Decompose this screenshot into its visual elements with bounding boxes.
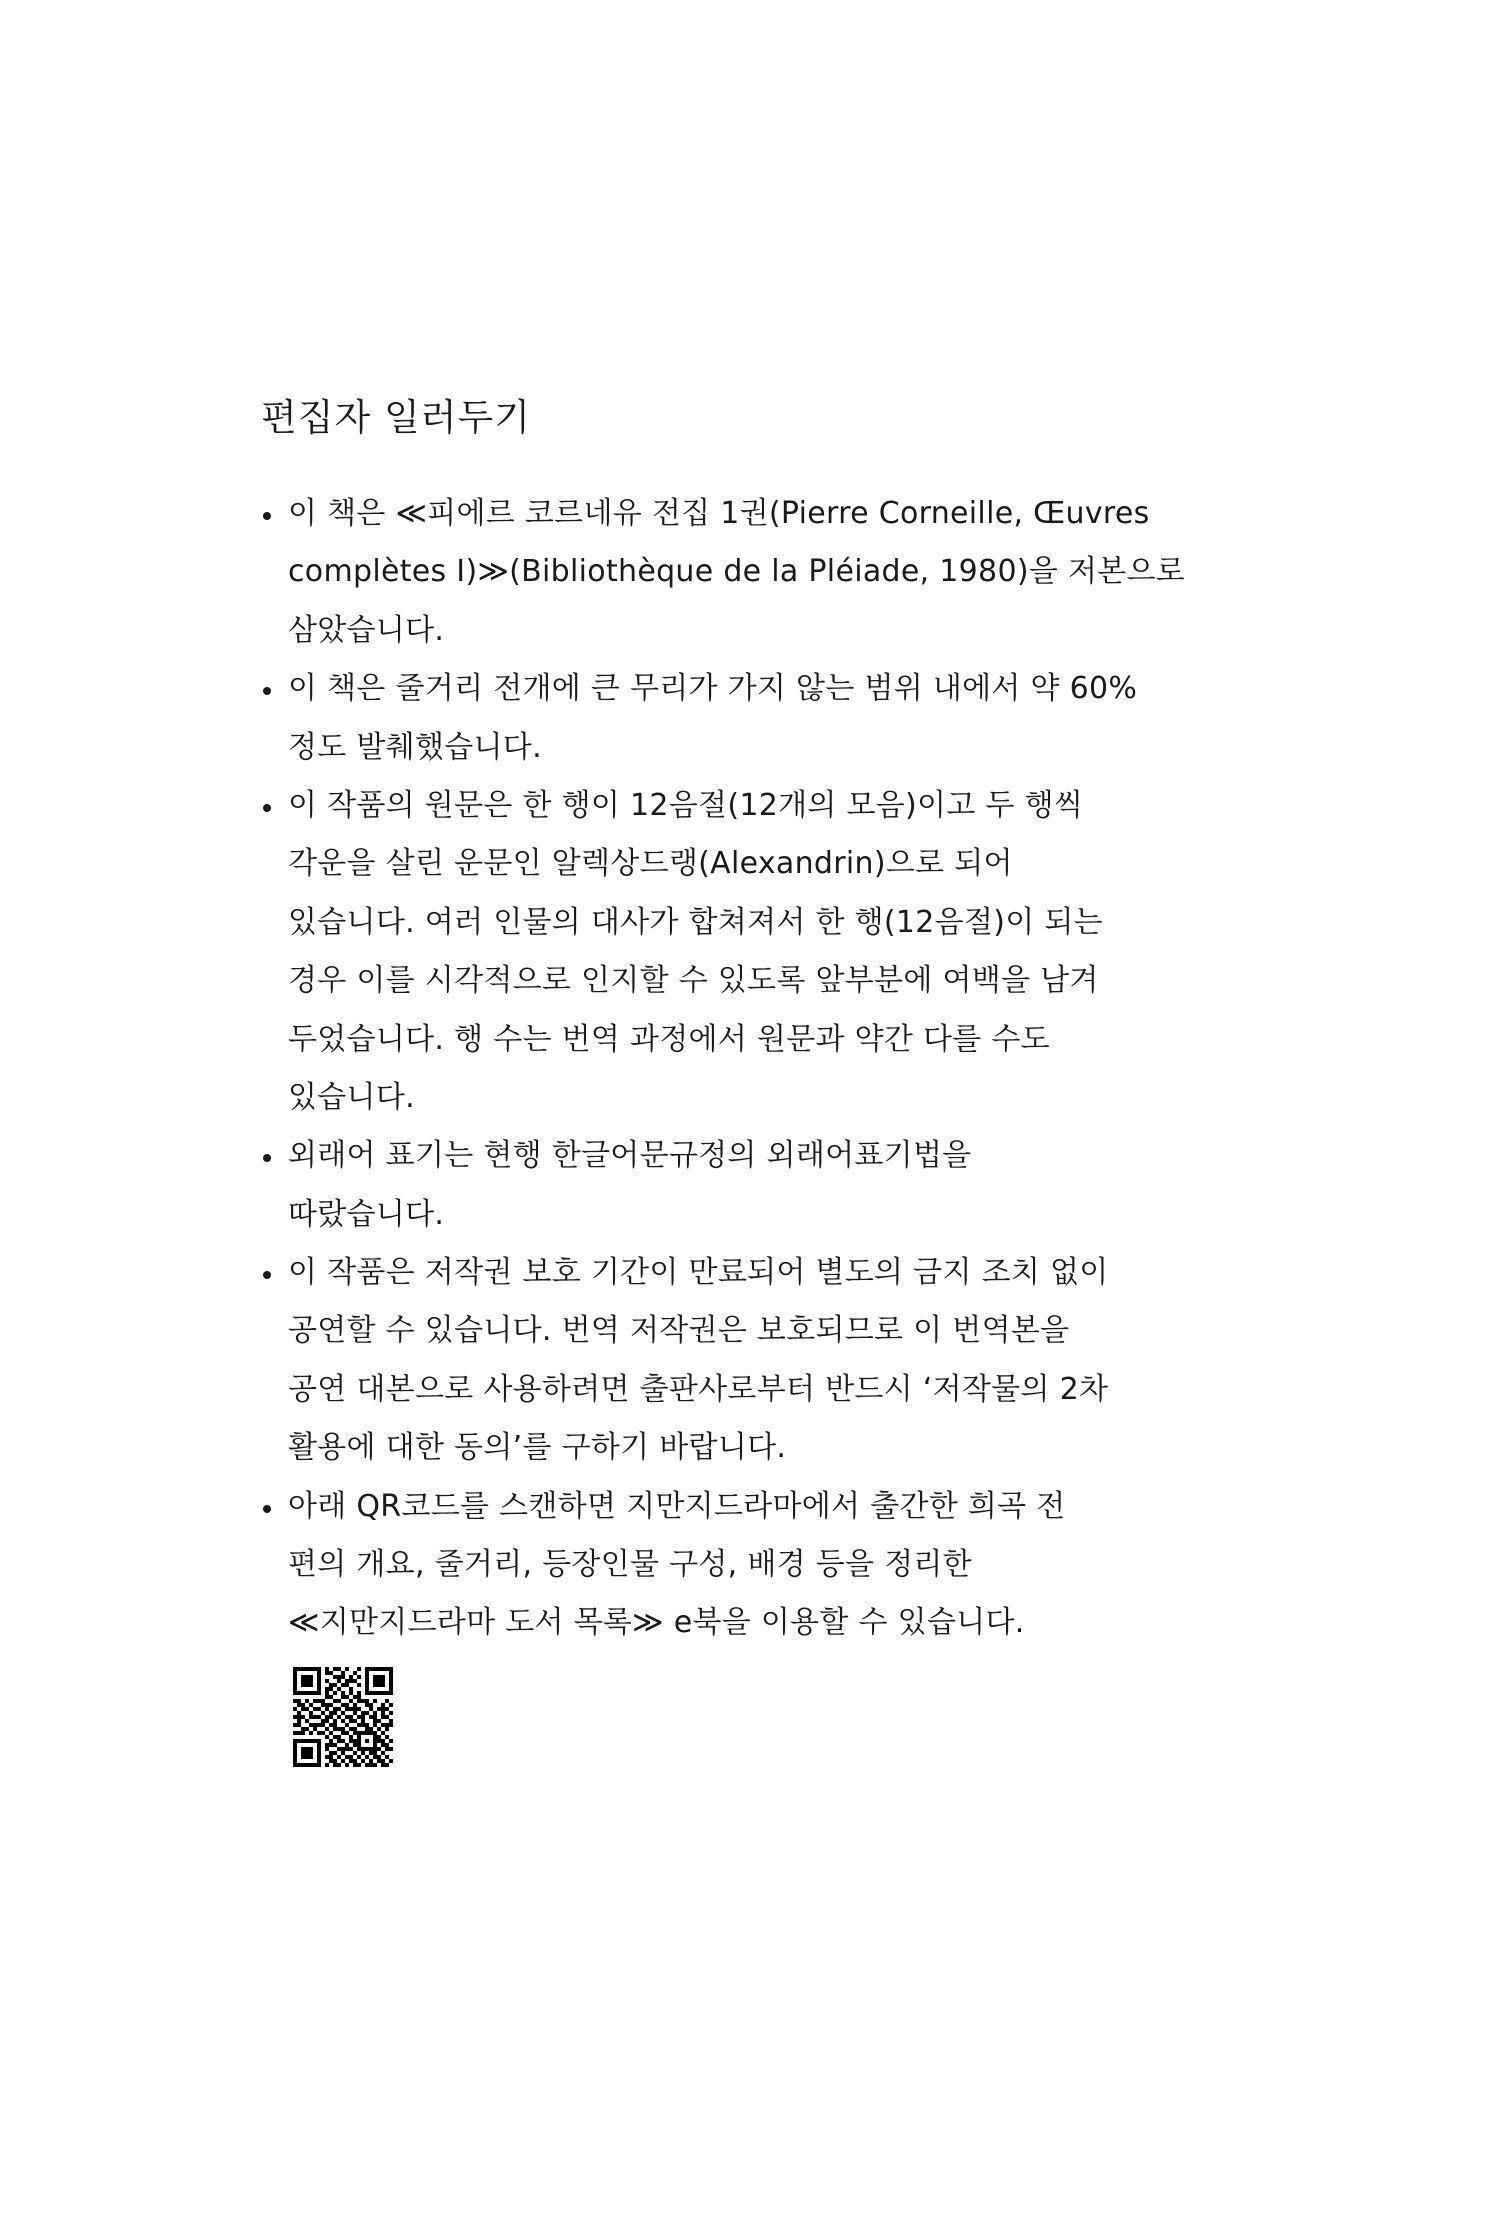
note-item <box>261 1478 1221 1653</box>
bullet-icon <box>261 1127 281 1185</box>
bullet-icon <box>261 660 281 718</box>
note-item <box>261 660 1221 777</box>
bullet-icon <box>261 1478 281 1536</box>
note-line: 편의 개요, 줄거리, 등장인물 구성, 배경 등을 정리한 <box>288 1547 972 1583</box>
page-title: 편집자 일러두기 <box>261 396 531 439</box>
note-line: 활용에 대한 동의’를 구하기 바랍니다. <box>288 1430 787 1466</box>
note-line: 공연 대본으로 사용하려면 출판사로부터 반드시 ‘저작물의 2차 <box>288 1371 1109 1407</box>
note-item <box>261 485 1221 660</box>
note-line: 각운을 살린 운문인 알렉상드랭(Alexandrin)으로 되어 <box>288 846 1013 882</box>
note-line: 외래어 표기는 현행 한글어문규정의 외래어표기법을 <box>288 1138 972 1174</box>
note-line: 있습니다. <box>288 1079 415 1115</box>
note-line: 이 책은 ≪피에르 코르네유 전집 1권(Pierre Corneille, Œuvres <box>288 496 1150 531</box>
bullet-icon <box>261 485 281 543</box>
editor-notes-list <box>261 485 1221 1653</box>
note-line: 이 작품은 저작권 보호 기간이 만료되어 별도의 금지 조치 없이 <box>288 1255 1109 1291</box>
note-line: 정도 발췌했습니다. <box>288 729 542 765</box>
bullet-icon <box>261 1244 281 1302</box>
note-line: ≪지만지드라마 도서 목록≫ e북을 이용할 수 있습니다. <box>288 1605 1025 1641</box>
note-line: 이 작품의 원문은 한 행이 12음절(12개의 모음)이고 두 행씩 <box>288 787 1084 823</box>
note-line: 삼았습니다. <box>288 612 445 648</box>
qr-code-icon <box>293 1667 393 1767</box>
qr-code[interactable] <box>293 1667 393 1767</box>
note-line: 두었습니다. 행 수는 번역 과정에서 원문과 약간 다를 수도 <box>288 1021 1050 1057</box>
note-item <box>261 1127 1221 1244</box>
note-line: 경우 이를 시각적으로 인지할 수 있도록 앞부분에 여백을 남겨 <box>288 963 1099 999</box>
bullet-icon <box>261 777 281 835</box>
note-line: complètes I)≫(Bibliothèque de la Pléiade, 1980)을 저본으로 <box>288 554 1186 590</box>
note-item <box>261 777 1221 1127</box>
note-line: 공연할 수 있습니다. 번역 저작권은 보호되므로 이 번역본을 <box>288 1313 1070 1349</box>
note-line: 이 책은 줄거리 전개에 큰 무리가 가지 않는 범위 내에서 약 60% <box>288 671 1138 707</box>
note-line: 있습니다. 여러 인물의 대사가 합쳐져서 한 행(12음절)이 되는 <box>288 904 1103 940</box>
note-line: 따랐습니다. <box>288 1196 445 1232</box>
note-item <box>261 1244 1221 1478</box>
note-line: 아래 QR코드를 스캔하면 지만지드라마에서 출간한 희곡 전 <box>288 1488 1066 1524</box>
